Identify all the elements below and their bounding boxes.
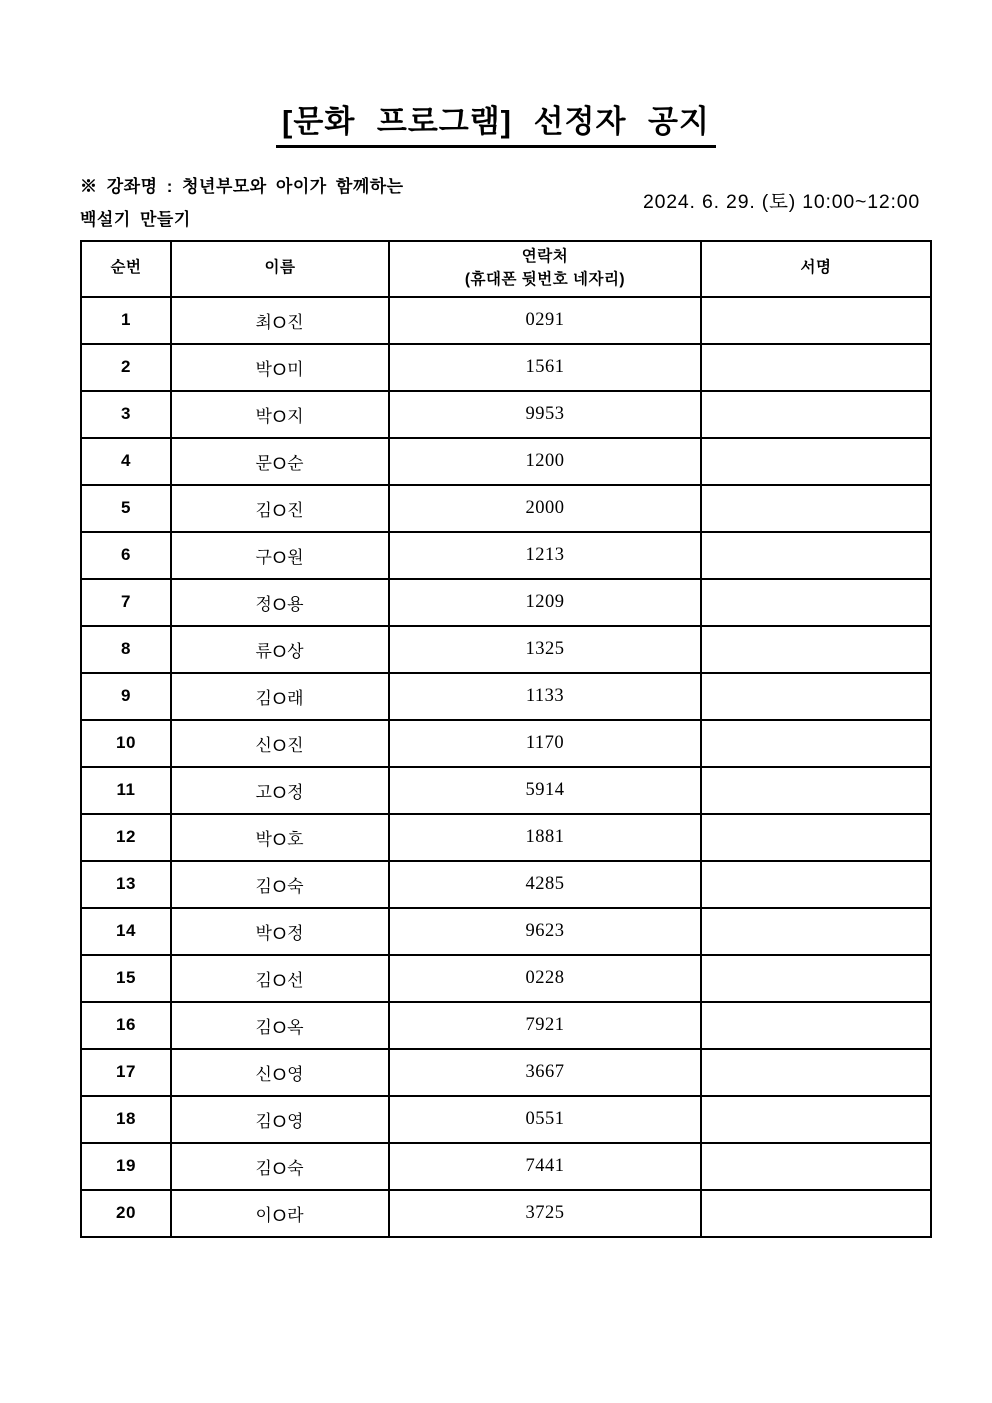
table-header-row (81, 241, 931, 297)
row-phone: 5914 (389, 767, 701, 814)
table-row (81, 391, 931, 438)
column-header-phone (389, 241, 701, 297)
table-row (81, 626, 931, 673)
row-signature (701, 297, 931, 344)
row-no: 4 (81, 438, 171, 485)
row-signature (701, 438, 931, 485)
row-no: 5 (81, 485, 171, 532)
row-no: 10 (81, 720, 171, 767)
column-header-signature: 서명 (701, 241, 931, 297)
row-signature (701, 767, 931, 814)
row-signature (701, 1002, 931, 1049)
table-row (81, 438, 931, 485)
row-phone: 1881 (389, 814, 701, 861)
row-no: 13 (81, 861, 171, 908)
row-name: 최O진 (171, 297, 389, 344)
table-row (81, 955, 931, 1002)
row-name: 신O진 (171, 720, 389, 767)
selectee-table (80, 240, 932, 1238)
row-no: 11 (81, 767, 171, 814)
row-phone: 2000 (389, 485, 701, 532)
table-row (81, 767, 931, 814)
row-phone: 4285 (389, 861, 701, 908)
row-phone: 3667 (389, 1049, 701, 1096)
row-no: 1 (81, 297, 171, 344)
course-name-line2: 백설기 만들기 (80, 209, 191, 229)
row-signature (701, 1096, 931, 1143)
column-header-no: 순번 (81, 241, 171, 297)
row-signature (701, 485, 931, 532)
table-row (81, 814, 931, 861)
row-no: 15 (81, 955, 171, 1002)
row-phone: 0551 (389, 1096, 701, 1143)
row-name: 김O숙 (171, 1143, 389, 1190)
row-signature (701, 955, 931, 1002)
row-phone: 1170 (389, 720, 701, 767)
row-no: 18 (81, 1096, 171, 1143)
table-head (81, 241, 931, 297)
row-phone: 0291 (389, 297, 701, 344)
table-row (81, 673, 931, 720)
row-signature (701, 391, 931, 438)
row-signature (701, 344, 931, 391)
row-no: 19 (81, 1143, 171, 1190)
row-signature (701, 579, 931, 626)
course-name-block (80, 170, 404, 236)
column-header-phone-sublabel: (휴대폰 뒷번호 네자리) (464, 270, 626, 288)
row-phone: 1200 (389, 438, 701, 485)
row-name: 박O지 (171, 391, 389, 438)
table-body (81, 297, 931, 1237)
row-name: 김O래 (171, 673, 389, 720)
row-no: 20 (81, 1190, 171, 1237)
row-phone: 9953 (389, 391, 701, 438)
page-title: [문화 프로그램] 선정자 공지 (276, 104, 716, 148)
row-phone: 9623 (389, 908, 701, 955)
column-header-phone-label: 연락처 (521, 248, 569, 266)
row-no: 12 (81, 814, 171, 861)
row-phone: 1213 (389, 532, 701, 579)
row-name: 김O선 (171, 955, 389, 1002)
row-phone: 1133 (389, 673, 701, 720)
title-section (0, 0, 992, 148)
row-no: 14 (81, 908, 171, 955)
row-signature (701, 1143, 931, 1190)
row-signature (701, 1190, 931, 1237)
row-phone: 1561 (389, 344, 701, 391)
column-header-name: 이름 (171, 241, 389, 297)
event-datetime: 2024. 6. 29. (토) 10:00~12:00 (642, 190, 920, 213)
meta-section (80, 170, 920, 236)
row-phone: 1325 (389, 626, 701, 673)
table-row (81, 579, 931, 626)
table-row (81, 1049, 931, 1096)
row-signature (701, 626, 931, 673)
table-row (81, 344, 931, 391)
row-no: 2 (81, 344, 171, 391)
row-name: 김O숙 (171, 861, 389, 908)
row-phone: 0228 (389, 955, 701, 1002)
row-no: 16 (81, 1002, 171, 1049)
course-name-line1: ※ 강좌명 : 청년부모와 아이가 함께하는 (80, 176, 404, 196)
table-row (81, 1190, 931, 1237)
row-name: 박O호 (171, 814, 389, 861)
row-phone: 7441 (389, 1143, 701, 1190)
row-signature (701, 720, 931, 767)
row-no: 8 (81, 626, 171, 673)
table-row (81, 485, 931, 532)
row-signature (701, 532, 931, 579)
row-name: 고O정 (171, 767, 389, 814)
row-name: 정O용 (171, 579, 389, 626)
table-row (81, 1143, 931, 1190)
row-name: 박O정 (171, 908, 389, 955)
row-name: 문O순 (171, 438, 389, 485)
table-row (81, 720, 931, 767)
row-no: 3 (81, 391, 171, 438)
table-row (81, 861, 931, 908)
row-no: 7 (81, 579, 171, 626)
row-name: 김O영 (171, 1096, 389, 1143)
row-signature (701, 861, 931, 908)
row-no: 17 (81, 1049, 171, 1096)
row-signature (701, 1049, 931, 1096)
row-signature (701, 673, 931, 720)
table-row (81, 1002, 931, 1049)
row-name: 김O옥 (171, 1002, 389, 1049)
table-row (81, 1096, 931, 1143)
row-name: 구O원 (171, 532, 389, 579)
row-signature (701, 814, 931, 861)
row-name: 김O진 (171, 485, 389, 532)
row-name: 박O미 (171, 344, 389, 391)
table-row (81, 297, 931, 344)
row-phone: 1209 (389, 579, 701, 626)
row-no: 6 (81, 532, 171, 579)
row-signature (701, 908, 931, 955)
row-name: 신O영 (171, 1049, 389, 1096)
table-row (81, 908, 931, 955)
row-no: 9 (81, 673, 171, 720)
row-name: 류O상 (171, 626, 389, 673)
row-phone: 3725 (389, 1190, 701, 1237)
table-row (81, 532, 931, 579)
row-phone: 7921 (389, 1002, 701, 1049)
row-name: 이O라 (171, 1190, 389, 1237)
